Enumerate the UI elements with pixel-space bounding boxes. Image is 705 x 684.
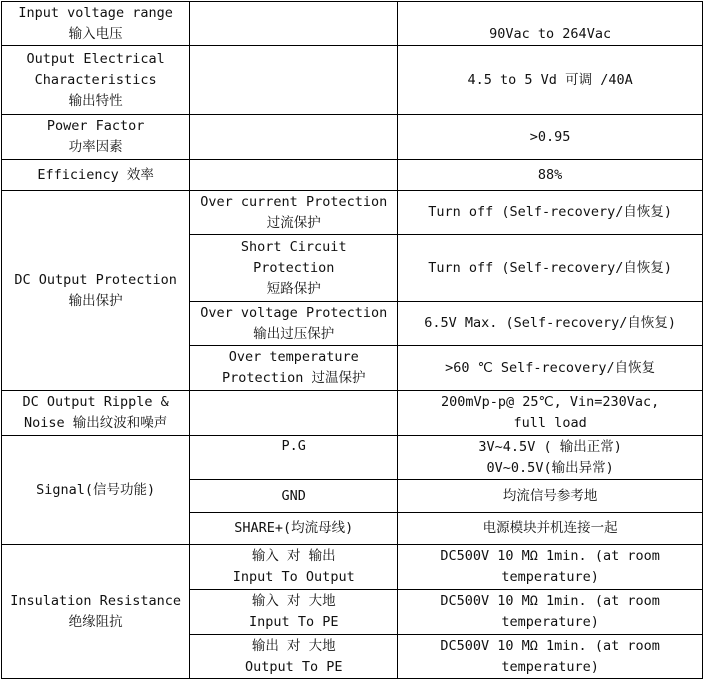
insulation-name: 输入 对 大地 Input To PE <box>190 590 398 635</box>
empty-cell <box>190 46 398 115</box>
signal-value: 3V~4.5V ( 输出正常) 0V~0.5V(输出异常) <box>398 436 703 480</box>
label-power-factor: Power Factor 功率因素 <box>2 115 190 160</box>
label-ripple-noise: DC Output Ripple & Noise 输出纹波和噪声 <box>2 391 190 436</box>
row-ripple-noise <box>2 391 703 436</box>
signal-name: P.G <box>190 436 398 480</box>
signal-name: GND <box>190 480 398 513</box>
row-insulation-in-out <box>2 545 703 590</box>
label-signal: Signal(信号功能) <box>2 436 190 545</box>
spec-table <box>1 1 703 679</box>
protection-value: Turn off (Self-recovery/自恢复) <box>398 235 703 302</box>
value-efficiency: 88% <box>398 160 703 191</box>
insulation-value: DC500V 10 MΩ 1min. (at room temperature) <box>398 545 703 590</box>
insulation-value: DC500V 10 MΩ 1min. (at room temperature) <box>398 635 703 679</box>
value-power-factor: >0.95 <box>398 115 703 160</box>
row-signal-pg <box>2 436 703 480</box>
label-dc-output-protection: DC Output Protection 输出保护 <box>2 191 190 391</box>
value-input-voltage: 90Vac to 264Vac <box>398 2 703 46</box>
insulation-name: 输出 对 大地 Output To PE <box>190 635 398 679</box>
protection-value: 6.5V Max. (Self-recovery/自恢复) <box>398 302 703 346</box>
protection-name: Over temperature Protection 过温保护 <box>190 346 398 391</box>
empty-cell <box>190 115 398 160</box>
protection-value: Turn off (Self-recovery/自恢复) <box>398 191 703 235</box>
value-ripple-noise: 200mVp-p@ 25℃, Vin=230Vac, full load <box>398 391 703 436</box>
empty-cell <box>190 2 398 46</box>
row-over-current <box>2 191 703 235</box>
protection-name: Over current Protection 过流保护 <box>190 191 398 235</box>
row-efficiency <box>2 160 703 191</box>
label-input-voltage: Input voltage range 输入电压 <box>2 2 190 46</box>
row-output-electrical <box>2 46 703 115</box>
insulation-value: DC500V 10 MΩ 1min. (at room temperature) <box>398 590 703 635</box>
protection-name: Over voltage Protection 输出过压保护 <box>190 302 398 346</box>
signal-value: 均流信号参考地 <box>398 480 703 513</box>
insulation-name: 输入 对 输出 Input To Output <box>190 545 398 590</box>
label-insulation: Insulation Resistance 绝缘阻抗 <box>2 545 190 679</box>
signal-value: 电源模块并机连接一起 <box>398 513 703 545</box>
protection-name: Short Circuit Protection 短路保护 <box>190 235 398 302</box>
value-output-electrical: 4.5 to 5 Vd 可调 /40A <box>398 46 703 115</box>
label-output-electrical: Output Electrical Characteristics 输出特性 <box>2 46 190 115</box>
row-power-factor <box>2 115 703 160</box>
row-input-voltage <box>2 2 703 46</box>
empty-cell <box>190 160 398 191</box>
signal-name: SHARE+(均流母线) <box>190 513 398 545</box>
label-efficiency: Efficiency 效率 <box>2 160 190 191</box>
empty-cell <box>190 391 398 436</box>
protection-value: >60 ℃ Self-recovery/自恢复 <box>398 346 703 391</box>
